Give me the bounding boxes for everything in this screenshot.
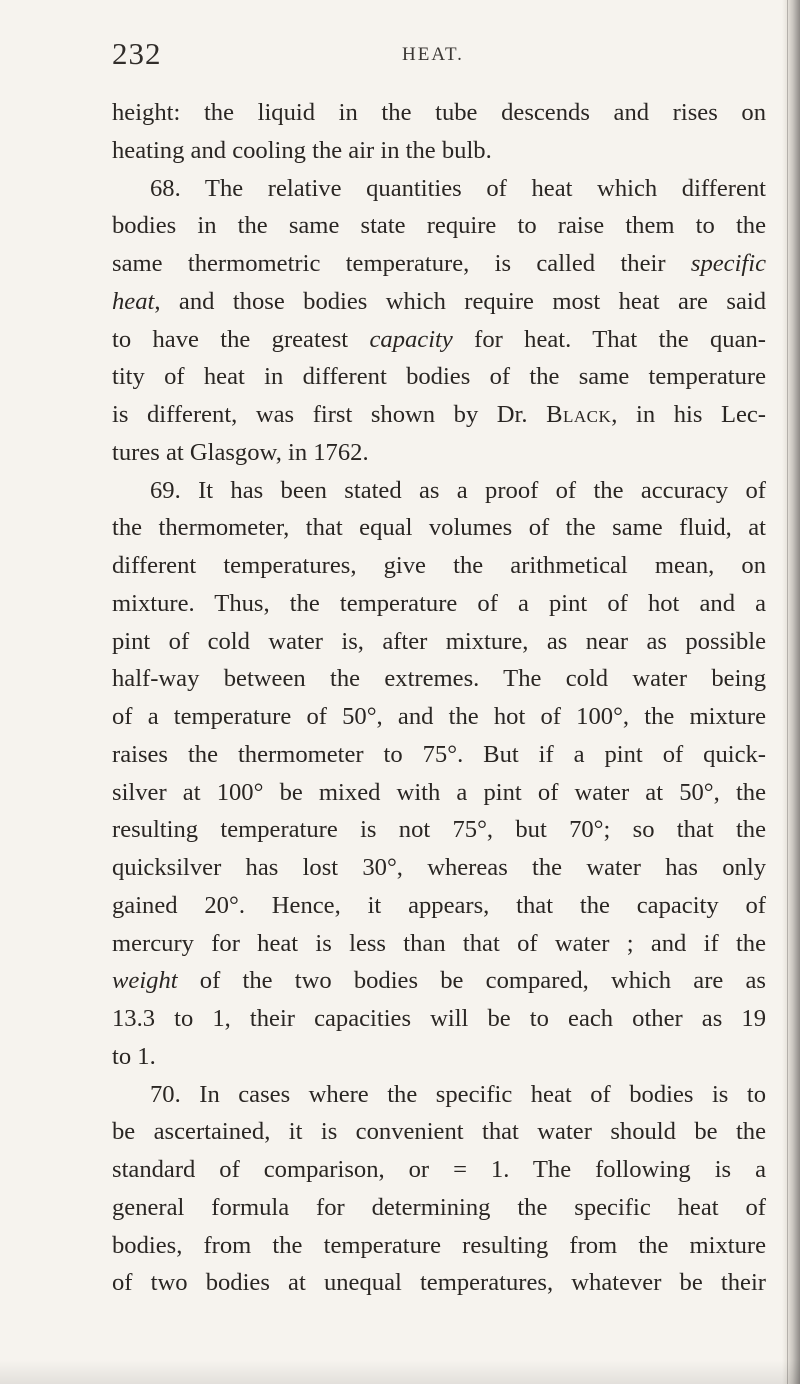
text-line: mercury for heat is less than that of water ; and if the bbox=[112, 929, 766, 957]
text-line: of two bodies at unequal temperatures, whatever be their bbox=[112, 1269, 766, 1297]
text-line: resulting temperature is not 75°, but 70°; so that the bbox=[112, 816, 766, 844]
paragraph-68-start: 68. The relative quantities of heat which different bbox=[150, 174, 766, 202]
page-number: 232 bbox=[112, 36, 162, 71]
text-line: of a temperature of 50°, and the hot of 100°, the mixture bbox=[112, 703, 766, 730]
page-edge-shadow bbox=[782, 0, 800, 1384]
text-line: the thermometer, that equal volumes of the same fluid, at bbox=[112, 514, 766, 542]
text-line: silver at 100° be mixed with a pint of water at 50°, the bbox=[112, 778, 766, 806]
body-text bbox=[112, 94, 766, 1302]
text-line: mixture. Thus, the temperature of a pint of hot and a bbox=[112, 589, 766, 617]
text-line: half-way between the extremes. The cold water being bbox=[112, 665, 766, 693]
italic-term: weight bbox=[112, 967, 178, 995]
page-edge-line bbox=[787, 0, 788, 1384]
italic-term: heat bbox=[112, 287, 155, 315]
text-line: tures at Glasgow, in 1762. bbox=[112, 438, 369, 466]
text-line: bodies, from the temperature resulting from the mixture bbox=[112, 1231, 766, 1259]
text-line: heat, and those bodies which require most heat are said bbox=[112, 287, 766, 315]
text-line: to have the greatest capacity for heat. That the quan- bbox=[112, 325, 766, 353]
paragraph-70-start: 70. In cases where the specific heat of bodies is to bbox=[150, 1080, 766, 1108]
paragraph-69-start: 69. It has been stated as a proof of the accuracy of bbox=[150, 476, 766, 504]
text-line: weight of the two bodies be compared, which are as bbox=[112, 967, 766, 995]
text-line: be ascertained, it is convenient that water should be the bbox=[112, 1118, 766, 1146]
text-line: general formula for determining the specific heat of bbox=[112, 1193, 766, 1221]
text-line: heating and cooling the air in the bulb. bbox=[112, 136, 492, 164]
text-line: bodies in the same state require to raise them to the bbox=[112, 212, 766, 240]
italic-term: specific bbox=[690, 250, 766, 277]
text-line: 13.3 to 1, their capacities will be to each other as 19 bbox=[112, 1005, 766, 1032]
text-line: is different, was first shown by Dr. Black, in his Lec- bbox=[112, 401, 766, 428]
small-caps-name: Black bbox=[546, 401, 612, 428]
text-line: raises the thermometer to 75°. But if a pint of quick- bbox=[112, 740, 766, 768]
page-header bbox=[112, 36, 752, 72]
text-line: same thermometric temperature, is called their specific bbox=[112, 250, 766, 277]
text-line: quicksilver has lost 30°, whereas the water has only bbox=[112, 854, 766, 881]
text-line: height: the liquid in the tube descends and rises on bbox=[112, 99, 766, 126]
text-line: tity of heat in different bodies of the same temperature bbox=[112, 363, 766, 391]
italic-term: capacity bbox=[369, 325, 453, 353]
text-line: pint of cold water is, after mixture, as near as possible bbox=[112, 627, 766, 655]
text-line: to 1. bbox=[112, 1042, 156, 1070]
text-line: standard of comparison, or = 1. The following is a bbox=[112, 1156, 766, 1183]
page-bottom-shadow bbox=[0, 1360, 800, 1384]
running-head: HEAT. bbox=[402, 44, 464, 65]
text-line: gained 20°. Hence, it appears, that the capacity of bbox=[112, 891, 766, 919]
text-line: different temperatures, give the arithmetical mean, on bbox=[112, 552, 766, 579]
